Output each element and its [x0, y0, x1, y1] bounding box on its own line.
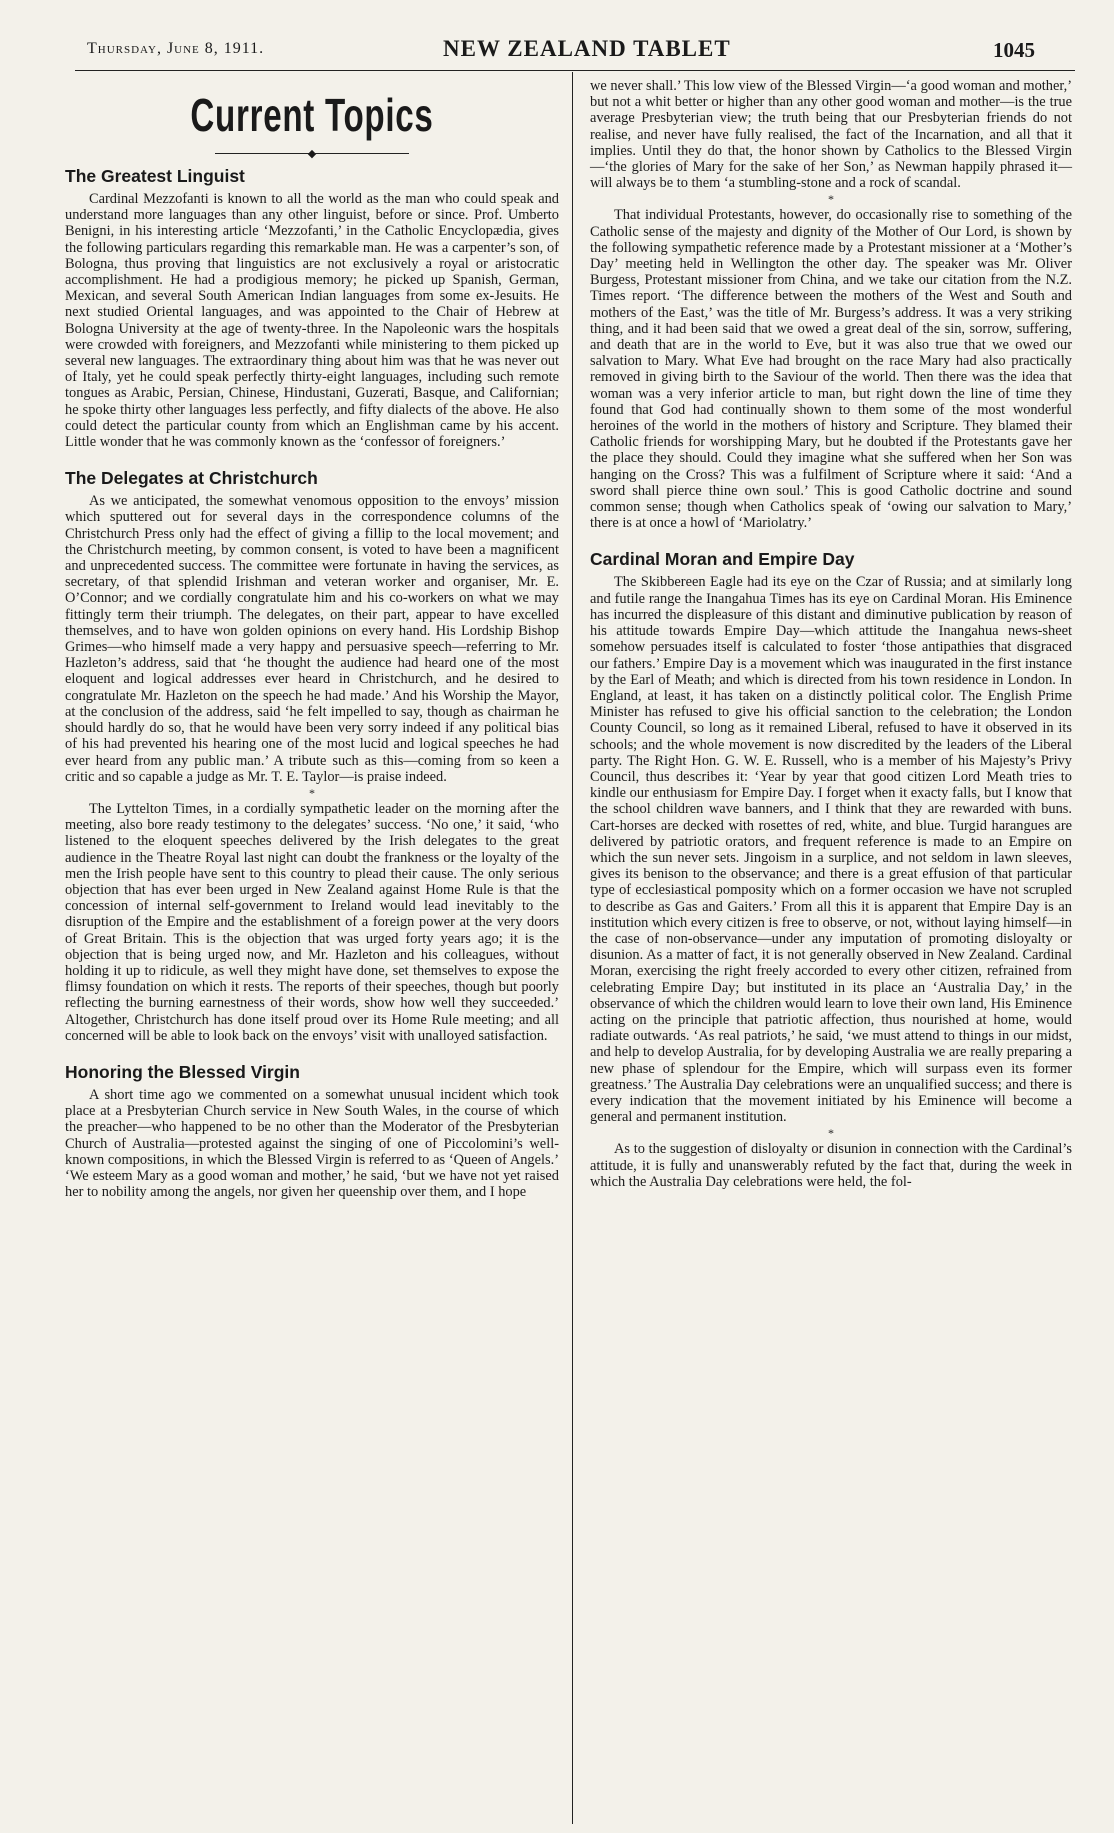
left-column: [65, 78, 559, 1200]
asterisk-separator-icon: *: [828, 1126, 834, 1141]
article-paragraph: we never shall.’ This low view of the Blessed Virgin—‘a good woman and mother,’ but not a whit better or higher than any other good woman and mother—is the true average Presbyterian view; the truth being that our Presbyterian friends do not realise, and never have fully realised, the fact of the Incarnation, and all that it implies. Until they do that, the honor shown by Catholics to the Blessed Virgin—‘the glories of Mary for the sake of her Son,’ as Newman happily phrased it—will always be to them ‘a stumbling-stone and a rock of scandal.: [590, 78, 1072, 192]
article-paragraph: As to the suggestion of disloyalty or disunion in connection with the Cardinal’s attitude, it is fully and unanswerably refuted by the fact that, during the week in which the Australia Day celebrations were held, the fol-: [590, 1141, 1072, 1190]
section-title-blessed-virgin: Honoring the Blessed Virgin: [65, 1061, 300, 1082]
article-paragraph: A short time ago we commented on a somewhat unusual incident which took place at a Presbyterian Church service in New South Wales, in the course of which the preacher—who happened to be no other than the Moderator of the Presbyterian Church of Australia—protested against the singing of one of Piccolomini’s well-known compositions, in which the Blessed Virgin is referred to as ‘Queen of Angels.’ ‘We esteem Mary as a good woman and mother,’ he said, ‘but we have not yet raised her to nobility among the angels, nor given her queenship over them, and I hope: [65, 1086, 559, 1201]
title-ornament: [65, 144, 559, 158]
article-paragraph: Cardinal Mezzofanti is known to all the world as the man who could speak and understand more languages than any other linguist, before or since. Prof. Umberto Benigni, in his interesting article ‘Mezzofanti,’ in the Catholic Encyclopædia, gives the following particulars regarding this remarkable man. He was a carpenter’s son, of Bologna, thus proving that linguistics are not exclusively a royal or aristocratic accomplishment. He had a prodigious memory; he picked up Spanish, German, Mexican, and several South American Indian languages from some ex-Jesuits. He next studied Oriental languages, and was appointed to the Chair of Hebrew at Bologna University at the age of twenty-three. In the Napoleonic wars the hospitals were crowded with foreigners, and Mezzofanti while ministering to them picked up several new languages. The extraordinary thing about him was that he was never out of Italy, yet he could speak perfectly thirty-eight languages, including such remote tongues as Arabic, Persian, Chinese, Hindustani, Guzerati, Basque, and Californian; he spoke thirty other languages less perfectly, and fifty dialects of the above. He also could detect the particular county from which an Englishman came by his accent. Little wonder that he was commonly known as the ‘confessor of foreigners.’: [65, 191, 559, 451]
right-column: [590, 78, 1072, 1190]
article-paragraph: As we anticipated, the somewhat venomous opposition to the envoys’ mission which sputtered out for several days in the correspondence columns of the Christchurch Press only had the effect of giving a fillip to the local movement; and the Christchurch meeting, by common consent, is voted to have been a magnificent and unprecedented success. The committee were fortunate in having the services, as secretary, of that splendid Irishman and veteran worker and organiser, Mr. E. O’Connor; and we cordially congratulate him and his co-workers on what we may fittingly term their triumph. The delegates, on their part, appear to have excelled themselves, and to have won golden opinions on every hand. His Lordship Bishop Grimes—who himself made a very happy and persuasive speech—referring to Mr. Hazleton’s address, said that ‘he thought the audience had heard one of the most eloquent and logical addresses ever heard in Christchurch, and he desired to congratulate Mr. Hazleton on the speech he had made.’ And his Worship the Mayor, at the conclusion of the address, said ‘he felt impelled to say, though as chairman he should hardly do so, that he would have been very sorry indeed if any political bias of his had prevented his hearing one of the most lucid and logical speeches he had ever heard from any public man.’ A tribute such as this—coming from so keen a critic and so capable a judge as Mr. T. E. Taylor—is praise indeed.: [65, 493, 559, 785]
section-title-greatest-linguist: The Greatest Linguist: [65, 166, 245, 186]
page-header: [75, 0, 1075, 78]
section-title-delegates: The Delegates at Christchurch: [65, 468, 318, 489]
column-divider: [572, 72, 573, 1824]
page-title: Current Topics: [190, 89, 434, 141]
issue-date: Thursday, June 8, 1911.: [87, 40, 265, 57]
article-paragraph: The Skibbereen Eagle had its eye on the Czar of Russia; and at similarly long and futile range the Inangahua Times has its eye on Cardinal Moran. His Eminence has incurred the displeasure of this distant and diminutive publication by reason of his attitude towards Empire Day—which attitude the Inangahua news-sheet somehow persuades itself is calculated to foster ‘those antipathies that disgraced our fathers.’ Empire Day is a movement which was inaugurated in the first instance by the Earl of Meath; and which is directed from his town residence in London. In England, at least, it has taken on a distinctly political color. The English Prime Minister has refused to give his official sanction to the celebration; the London County Council, so long as it remained Liberal, refused to have it observed in its schools; and the whole movement is now discredited by the leaders of the Liberal party. The Right Hon. G. W. E. Russell, who is a member of his Majesty’s Privy Council, thus describes it: ‘Year by year that good citizen Lord Meath tries to kindle our enthusiasm for Empire Day. I forget when it exacty falls, but I know that the school children wave banners, and I think that they are rewarded with buns. Cart-horses are decked with rosettes of red, white, and blue. Turgid harangues are delivered by patriotic orators, and frequent reference is made to an Empire on which the sun never sets. Jingoism in a surplice, and not seldom in lawn sleeves, gives its benison to the observance; and there is a great effusion of that particular type of ecclesiastical pomposity which on a former occasion we have not scrupled to describe as Gas and Gaiters.’ From all this it is apparent that Empire Day is an institution which every citizen is free to observe, or not, without laying himself—in the case of non-observance—under any imputation of promoting disloyalty or disunion. As a matter of fact, it is not generally observed in New Zealand. Cardinal Moran, exercising the right freely accorded to every other citizen, refrained from celebrating Empire Day; but instituted in its place an ‘Australia Day,’ in the observance of which the children would learn to love their own land, His Eminence acting on the principle that patriotic affection, thus nourished at home, would radiate outwards. ‘As real patriots,’ he said, ‘we must attend to things in our midst, and help to develop Australia, for by developing Australia we are really preparing a new phase of splendour for the Empire, which will surpass even its former greatness.’ The Australia Day celebrations were an unqualified success; and there is every indication that the movement initiated by his Eminence will become a general and permanent institution.: [590, 574, 1072, 1126]
article-paragraph: That individual Protestants, however, do occasionally rise to something of the Catholic sense of the majesty and dignity of the Mother of Our Lord, is shown by the following sympathetic reference made by a Protestant missioner at a ‘Mother’s Day’ meeting held in Wellington the other day. The speaker was Mr. Oliver Burgess, Protestant missioner from China, and we take our citation from the N.Z. Times report. ‘The difference between the mothers of the West and South and mothers of the East,’ was the title of Mr. Burgess’s address. It was a very striking thing, and it had been said that we owed a great deal of the sin, sorrow, suffering, and death that are in the world to Eve, but it was also true that we owed our salvation to Mary. What Eve had brought on the race Mary had also practically removed in giving birth to the Saviour of the world. Then there was the idea that woman was a very inferior article to man, but right down the line of time they found that God had continually shown to them some of the most wonderful heroines of the world in the mothers of history and Scripture. They blamed their Catholic friends for worshipping Mary, but he doubted if the Protestants gave her the place they should. Could they imagine what she suffered when her Son was hanging on the Cross? This was a fulfilment of Scripture where it said: ‘And a sword shall pierce thine own soul.’ This is good Catholic doctrine and sound common sense; though when Catholics speak of ‘owing our salvation to Mary,’ there is at once a howl of ‘Mariolatry.’: [590, 207, 1072, 532]
diamond-icon: ◆: [307, 147, 317, 160]
asterisk-separator-icon: *: [309, 785, 315, 800]
page-number: 1045: [993, 38, 1035, 62]
asterisk-separator-icon: *: [828, 192, 834, 207]
article-paragraph: The Lyttelton Times, in a cordially sympathetic leader on the morning after the meeting, also bore ready testimony to the delegates’ success. ‘No one,’ it said, ‘who listened to the eloquent speeches delivered by the Irish delegates to the great audience in the Theatre Royal last night can doubt the frankness or the loyalty of the men the Irish people have sent to this country to plead their cause. The only serious objection that has ever been urged in New Zealand against Home Rule is that the concession of internal self-government to Ireland would lead inevitably to the disruption of the Empire and the establishment of a foreign power at the very doors of Great Britain. This is the objection that was urged forty years ago; it is the objection that is being urged now, and Mr. Hazleton and his colleagues, without holding it up to ridicule, as well they might have done, set themselves to expose the flimsy foundation on which it rests. The reports of their speeches, though but poorly reflecting the burning earnestness of their words, show how well they succeeded.’ Altogether, Christchurch has done itself proud over its Home Rule meeting; and all concerned will be able to look back on the envoys’ visit with unalloyed satisfaction.: [65, 800, 559, 1044]
header-rule: [75, 70, 1075, 71]
newspaper-title: NEW ZEALAND TABLET: [443, 36, 731, 61]
section-title-empire-day: Cardinal Moran and Empire Day: [590, 549, 855, 570]
